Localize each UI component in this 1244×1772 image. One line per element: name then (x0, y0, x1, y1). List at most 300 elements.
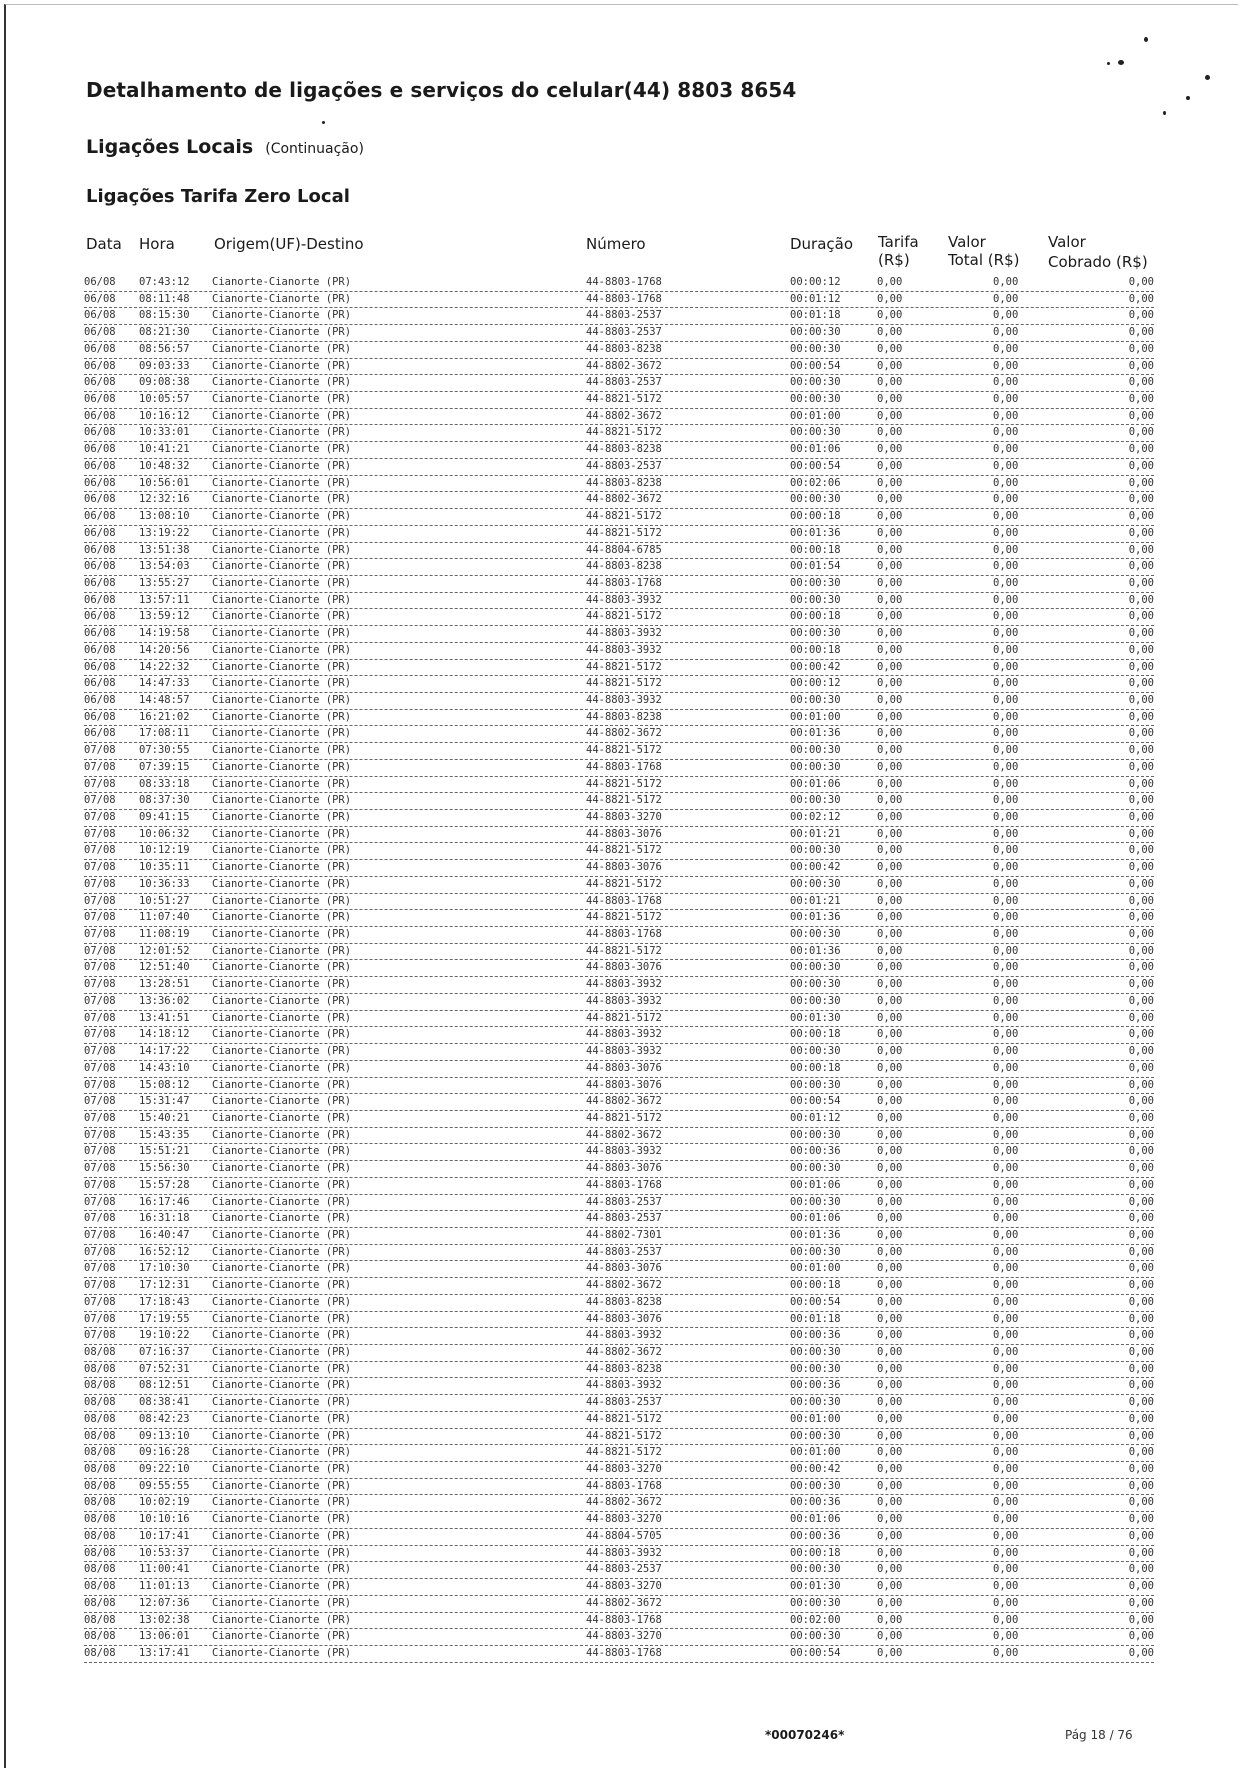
call-tariff: 0,00 (877, 1245, 903, 1258)
table-row (84, 1027, 1154, 1044)
call-tariff: 0,00 (877, 844, 903, 857)
call-duration: 00:00:18 (790, 543, 841, 556)
call-origin-destination: Cianorte-Cianorte (PR) (212, 1228, 352, 1241)
call-number: 44-8821-5172 (586, 677, 662, 690)
call-total-value: 0,00 (993, 1061, 1019, 1074)
call-number: 44-8803-2537 (586, 326, 662, 339)
call-duration: 00:00:30 (790, 326, 841, 339)
call-number: 44-8803-1768 (586, 276, 662, 288)
call-tariff: 0,00 (877, 1546, 903, 1559)
table-row (84, 1345, 1154, 1362)
call-tariff: 0,00 (877, 576, 903, 589)
call-duration: 00:00:54 (790, 1295, 841, 1308)
call-date: 07/08 (84, 1178, 116, 1191)
call-total-value: 0,00 (993, 710, 1019, 723)
call-date: 06/08 (84, 326, 116, 339)
call-time: 13:36:02 (139, 994, 190, 1007)
call-date: 06/08 (84, 426, 116, 439)
column-header-duracao: Duração (790, 235, 854, 253)
call-date: 07/08 (84, 928, 116, 941)
call-duration: 00:00:18 (790, 643, 841, 656)
call-duration: 00:00:30 (790, 1479, 841, 1492)
call-charged-value: 0,00 (1128, 493, 1154, 506)
call-duration: 00:01:06 (790, 1212, 841, 1225)
call-tariff: 0,00 (877, 1429, 903, 1442)
call-origin-destination: Cianorte-Cianorte (PR) (212, 660, 352, 673)
scan-speck (1144, 37, 1148, 42)
call-tariff: 0,00 (877, 1262, 903, 1275)
call-total-value: 0,00 (993, 1479, 1019, 1492)
call-charged-value: 0,00 (1128, 1396, 1154, 1409)
call-charged-value: 0,00 (1128, 543, 1154, 556)
call-duration: 00:00:36 (790, 1145, 841, 1158)
call-number: 44-8803-3932 (586, 978, 662, 991)
call-duration: 00:00:36 (790, 1379, 841, 1392)
call-origin-destination: Cianorte-Cianorte (PR) (212, 1630, 352, 1643)
call-total-value: 0,00 (993, 1346, 1019, 1358)
call-number: 44-8803-3932 (586, 1379, 662, 1392)
call-number: 44-8803-2537 (586, 459, 662, 472)
call-tariff: 0,00 (877, 326, 903, 339)
call-duration: 00:01:21 (790, 894, 841, 907)
call-charged-value: 0,00 (1128, 359, 1154, 372)
call-time: 07:39:15 (139, 760, 190, 773)
call-total-value: 0,00 (993, 510, 1019, 523)
call-time: 11:08:19 (139, 928, 190, 941)
call-total-value: 0,00 (993, 877, 1019, 890)
call-origin-destination: Cianorte-Cianorte (PR) (212, 576, 352, 589)
call-duration: 00:00:30 (790, 493, 841, 506)
call-time: 11:00:41 (139, 1563, 190, 1576)
call-charged-value: 0,00 (1128, 1580, 1154, 1593)
call-origin-destination: Cianorte-Cianorte (PR) (212, 1295, 352, 1308)
call-list (84, 275, 1154, 1663)
call-origin-destination: Cianorte-Cianorte (PR) (212, 409, 352, 422)
call-total-value: 0,00 (993, 610, 1019, 623)
call-time: 14:43:10 (139, 1061, 190, 1074)
call-tariff: 0,00 (877, 376, 903, 389)
call-time: 10:41:21 (139, 443, 190, 456)
call-charged-value: 0,00 (1128, 426, 1154, 439)
call-number: 44-8803-1768 (586, 292, 662, 305)
call-duration: 00:00:30 (790, 1245, 841, 1258)
call-date: 06/08 (84, 459, 116, 472)
call-origin-destination: Cianorte-Cianorte (PR) (212, 911, 352, 924)
call-tariff: 0,00 (877, 1011, 903, 1024)
call-date: 06/08 (84, 677, 116, 690)
table-row (84, 1278, 1154, 1295)
call-duration: 00:00:30 (790, 1195, 841, 1208)
call-charged-value: 0,00 (1128, 944, 1154, 957)
column-header-valor-total (948, 233, 1019, 269)
call-date: 07/08 (84, 894, 116, 907)
call-tariff: 0,00 (877, 643, 903, 656)
call-total-value: 0,00 (993, 426, 1019, 439)
call-tariff: 0,00 (877, 1078, 903, 1091)
call-charged-value: 0,00 (1128, 1128, 1154, 1141)
table-row (84, 1562, 1154, 1579)
column-header-tarifa-line1: Tarifa (878, 233, 919, 251)
call-total-value: 0,00 (993, 727, 1019, 740)
call-number: 44-8802-3672 (586, 1128, 662, 1141)
table-row (84, 359, 1154, 376)
call-charged-value: 0,00 (1128, 443, 1154, 456)
call-number: 44-8803-1768 (586, 760, 662, 773)
call-origin-destination: Cianorte-Cianorte (PR) (212, 292, 352, 305)
call-origin-destination: Cianorte-Cianorte (PR) (212, 1496, 352, 1509)
call-duration: 00:00:36 (790, 1329, 841, 1342)
call-tariff: 0,00 (877, 1346, 903, 1358)
call-number: 44-8803-3076 (586, 1078, 662, 1091)
call-tariff: 0,00 (877, 710, 903, 723)
call-charged-value: 0,00 (1128, 526, 1154, 539)
call-time: 10:53:37 (139, 1546, 190, 1559)
call-time: 07:30:55 (139, 744, 190, 757)
call-origin-destination: Cianorte-Cianorte (PR) (212, 426, 352, 439)
call-date: 07/08 (84, 1145, 116, 1158)
call-total-value: 0,00 (993, 342, 1019, 355)
call-time: 13:06:01 (139, 1630, 190, 1643)
call-origin-destination: Cianorte-Cianorte (PR) (212, 1178, 352, 1191)
call-origin-destination: Cianorte-Cianorte (PR) (212, 1011, 352, 1024)
call-total-value: 0,00 (993, 811, 1019, 823)
call-tariff: 0,00 (877, 660, 903, 673)
call-tariff: 0,00 (877, 510, 903, 523)
table-row (84, 425, 1154, 442)
call-date: 06/08 (84, 627, 116, 640)
call-charged-value: 0,00 (1128, 1028, 1154, 1041)
call-time: 09:08:38 (139, 376, 190, 389)
call-origin-destination: Cianorte-Cianorte (PR) (212, 978, 352, 991)
call-origin-destination: Cianorte-Cianorte (PR) (212, 1028, 352, 1041)
call-tariff: 0,00 (877, 994, 903, 1007)
table-row (84, 1211, 1154, 1228)
table-row (84, 375, 1154, 392)
table-row (84, 660, 1154, 677)
column-header-valor-cobrado (1048, 233, 1148, 271)
call-date: 07/08 (84, 861, 116, 874)
call-duration: 00:01:06 (790, 777, 841, 790)
call-time: 12:32:16 (139, 493, 190, 506)
call-number: 44-8803-2537 (586, 1245, 662, 1258)
call-tariff: 0,00 (877, 309, 903, 322)
call-tariff: 0,00 (877, 894, 903, 907)
call-time: 08:12:51 (139, 1379, 190, 1392)
call-duration: 00:00:42 (790, 1463, 841, 1476)
call-date: 08/08 (84, 1379, 116, 1392)
call-charged-value: 0,00 (1128, 710, 1154, 723)
call-total-value: 0,00 (993, 576, 1019, 589)
call-origin-destination: Cianorte-Cianorte (PR) (212, 276, 352, 288)
table-row (84, 1445, 1154, 1462)
call-number: 44-8804-5705 (586, 1529, 662, 1542)
call-duration: 00:00:30 (790, 426, 841, 439)
call-duration: 00:02:12 (790, 811, 841, 823)
call-tariff: 0,00 (877, 727, 903, 740)
call-time: 17:19:55 (139, 1312, 190, 1325)
call-origin-destination: Cianorte-Cianorte (PR) (212, 961, 352, 974)
call-total-value: 0,00 (993, 1563, 1019, 1576)
call-total-value: 0,00 (993, 1228, 1019, 1241)
call-origin-destination: Cianorte-Cianorte (PR) (212, 760, 352, 773)
call-total-value: 0,00 (993, 292, 1019, 305)
call-total-value: 0,00 (993, 894, 1019, 907)
call-date: 06/08 (84, 409, 116, 422)
table-row (84, 1462, 1154, 1479)
call-tariff: 0,00 (877, 1446, 903, 1459)
call-origin-destination: Cianorte-Cianorte (PR) (212, 944, 352, 957)
table-row (84, 1312, 1154, 1329)
call-charged-value: 0,00 (1128, 928, 1154, 941)
call-date: 08/08 (84, 1646, 116, 1659)
call-number: 44-8803-2537 (586, 309, 662, 322)
table-row (84, 1395, 1154, 1412)
column-header-valor-cobrado-line1: Valor (1048, 233, 1086, 251)
call-number: 44-8803-3076 (586, 827, 662, 840)
table-row (84, 543, 1154, 560)
call-origin-destination: Cianorte-Cianorte (PR) (212, 710, 352, 723)
table-row (84, 609, 1154, 626)
call-time: 15:56:30 (139, 1162, 190, 1175)
call-time: 16:17:46 (139, 1195, 190, 1208)
table-row (84, 442, 1154, 459)
table-row (84, 1495, 1154, 1512)
call-charged-value: 0,00 (1128, 1228, 1154, 1241)
call-total-value: 0,00 (993, 376, 1019, 389)
call-number: 44-8821-5172 (586, 911, 662, 924)
call-charged-value: 0,00 (1128, 1078, 1154, 1091)
call-number: 44-8802-7301 (586, 1228, 662, 1241)
call-date: 06/08 (84, 660, 116, 673)
call-time: 10:16:12 (139, 409, 190, 422)
call-time: 10:51:27 (139, 894, 190, 907)
call-charged-value: 0,00 (1128, 1329, 1154, 1342)
table-row (84, 877, 1154, 894)
call-date: 06/08 (84, 476, 116, 489)
call-total-value: 0,00 (993, 1045, 1019, 1058)
table-row (84, 1546, 1154, 1563)
call-tariff: 0,00 (877, 760, 903, 773)
call-number: 44-8803-3076 (586, 861, 662, 874)
call-duration: 00:01:00 (790, 710, 841, 723)
call-charged-value: 0,00 (1128, 1429, 1154, 1442)
call-charged-value: 0,00 (1128, 627, 1154, 640)
call-charged-value: 0,00 (1128, 643, 1154, 656)
scan-speck (1186, 96, 1190, 100)
call-number: 44-8803-3932 (586, 693, 662, 706)
call-origin-destination: Cianorte-Cianorte (PR) (212, 1128, 352, 1141)
call-date: 06/08 (84, 393, 116, 406)
table-row (84, 1111, 1154, 1128)
call-charged-value: 0,00 (1128, 1496, 1154, 1509)
call-date: 07/08 (84, 827, 116, 840)
call-charged-value: 0,00 (1128, 1045, 1154, 1058)
call-time: 08:42:23 (139, 1412, 190, 1425)
call-tariff: 0,00 (877, 1563, 903, 1576)
call-duration: 00:00:30 (790, 978, 841, 991)
call-tariff: 0,00 (877, 861, 903, 874)
call-duration: 00:01:06 (790, 443, 841, 456)
call-number: 44-8803-8238 (586, 342, 662, 355)
call-time: 10:12:19 (139, 844, 190, 857)
call-tariff: 0,00 (877, 1630, 903, 1643)
call-time: 07:43:12 (139, 276, 190, 288)
call-charged-value: 0,00 (1128, 1479, 1154, 1492)
call-number: 44-8803-3270 (586, 1630, 662, 1643)
call-number: 44-8821-5172 (586, 744, 662, 757)
call-total-value: 0,00 (993, 777, 1019, 790)
call-origin-destination: Cianorte-Cianorte (PR) (212, 1479, 352, 1492)
call-charged-value: 0,00 (1128, 727, 1154, 740)
call-total-value: 0,00 (993, 526, 1019, 539)
call-date: 07/08 (84, 1212, 116, 1225)
call-date: 08/08 (84, 1630, 116, 1643)
call-origin-destination: Cianorte-Cianorte (PR) (212, 526, 352, 539)
call-total-value: 0,00 (993, 1329, 1019, 1342)
call-number: 44-8803-1768 (586, 1479, 662, 1492)
call-time: 13:02:38 (139, 1613, 190, 1626)
call-duration: 00:00:54 (790, 1646, 841, 1659)
call-charged-value: 0,00 (1128, 1563, 1154, 1576)
call-time: 10:36:33 (139, 877, 190, 890)
table-row (84, 1078, 1154, 1095)
table-row (84, 1613, 1154, 1630)
call-time: 14:20:56 (139, 643, 190, 656)
call-date: 06/08 (84, 359, 116, 372)
call-time: 13:19:22 (139, 526, 190, 539)
page-number: Pág 18 / 76 (1065, 1728, 1133, 1742)
call-total-value: 0,00 (993, 409, 1019, 422)
call-date: 08/08 (84, 1362, 116, 1375)
call-number: 44-8802-3672 (586, 409, 662, 422)
call-duration: 00:01:00 (790, 1446, 841, 1459)
call-total-value: 0,00 (993, 1295, 1019, 1308)
table-row (84, 944, 1154, 961)
table-row (84, 894, 1154, 911)
call-date: 07/08 (84, 1011, 116, 1024)
call-date: 08/08 (84, 1496, 116, 1509)
call-charged-value: 0,00 (1128, 1145, 1154, 1158)
call-origin-destination: Cianorte-Cianorte (PR) (212, 1563, 352, 1576)
call-date: 07/08 (84, 1329, 116, 1342)
call-total-value: 0,00 (993, 744, 1019, 757)
call-time: 15:57:28 (139, 1178, 190, 1191)
table-row (84, 1011, 1154, 1028)
call-charged-value: 0,00 (1128, 292, 1154, 305)
call-number: 44-8821-5172 (586, 844, 662, 857)
call-origin-destination: Cianorte-Cianorte (PR) (212, 794, 352, 807)
call-number: 44-8803-3270 (586, 1463, 662, 1476)
call-total-value: 0,00 (993, 944, 1019, 957)
call-charged-value: 0,00 (1128, 760, 1154, 773)
call-time: 07:16:37 (139, 1346, 190, 1358)
call-number: 44-8821-5172 (586, 660, 662, 673)
table-row (84, 910, 1154, 927)
call-charged-value: 0,00 (1128, 409, 1154, 422)
table-row (84, 1195, 1154, 1212)
table-row (84, 576, 1154, 593)
column-header-tarifa-line2: (R$) (878, 251, 910, 269)
table-row (84, 1144, 1154, 1161)
call-charged-value: 0,00 (1128, 1346, 1154, 1358)
call-number: 44-8804-6785 (586, 543, 662, 556)
call-total-value: 0,00 (993, 1463, 1019, 1476)
call-charged-value: 0,00 (1128, 1295, 1154, 1308)
call-duration: 00:00:30 (790, 1045, 841, 1058)
call-charged-value: 0,00 (1128, 593, 1154, 606)
call-number: 44-8821-5172 (586, 426, 662, 439)
call-total-value: 0,00 (993, 994, 1019, 1007)
call-time: 16:40:47 (139, 1228, 190, 1241)
call-time: 13:59:12 (139, 610, 190, 623)
call-charged-value: 0,00 (1128, 1546, 1154, 1559)
call-total-value: 0,00 (993, 393, 1019, 406)
call-date: 07/08 (84, 961, 116, 974)
call-number: 44-8803-2537 (586, 1212, 662, 1225)
call-total-value: 0,00 (993, 1379, 1019, 1392)
call-charged-value: 0,00 (1128, 476, 1154, 489)
call-total-value: 0,00 (993, 1279, 1019, 1292)
call-number: 44-8821-5172 (586, 877, 662, 890)
call-duration: 00:00:30 (790, 961, 841, 974)
call-number: 44-8803-1768 (586, 1178, 662, 1191)
call-origin-destination: Cianorte-Cianorte (PR) (212, 1262, 352, 1275)
call-time: 13:57:11 (139, 593, 190, 606)
call-origin-destination: Cianorte-Cianorte (PR) (212, 693, 352, 706)
call-duration: 00:00:30 (790, 744, 841, 757)
call-date: 07/08 (84, 811, 116, 823)
table-row (84, 1128, 1154, 1145)
call-duration: 00:00:30 (790, 1396, 841, 1409)
call-time: 14:47:33 (139, 677, 190, 690)
call-total-value: 0,00 (993, 1245, 1019, 1258)
call-date: 06/08 (84, 543, 116, 556)
call-charged-value: 0,00 (1128, 1379, 1154, 1392)
call-date: 07/08 (84, 1228, 116, 1241)
call-duration: 00:00:30 (790, 693, 841, 706)
call-charged-value: 0,00 (1128, 1312, 1154, 1325)
call-time: 07:52:31 (139, 1362, 190, 1375)
call-date: 08/08 (84, 1429, 116, 1442)
table-row (84, 726, 1154, 743)
call-tariff: 0,00 (877, 1195, 903, 1208)
call-duration: 00:00:30 (790, 994, 841, 1007)
call-date: 08/08 (84, 1613, 116, 1626)
table-row (84, 676, 1154, 693)
table-row (84, 308, 1154, 325)
call-tariff: 0,00 (877, 1412, 903, 1425)
call-charged-value: 0,00 (1128, 844, 1154, 857)
call-duration: 00:01:12 (790, 292, 841, 305)
call-charged-value: 0,00 (1128, 326, 1154, 339)
call-time: 17:10:30 (139, 1262, 190, 1275)
call-total-value: 0,00 (993, 476, 1019, 489)
call-number: 44-8821-5172 (586, 1011, 662, 1024)
table-row (84, 1579, 1154, 1596)
call-origin-destination: Cianorte-Cianorte (PR) (212, 1346, 352, 1358)
call-duration: 00:01:18 (790, 1312, 841, 1325)
call-number: 44-8803-3932 (586, 994, 662, 1007)
call-charged-value: 0,00 (1128, 1245, 1154, 1258)
call-duration: 00:00:42 (790, 660, 841, 673)
call-time: 15:40:21 (139, 1111, 190, 1124)
call-number: 44-8803-8238 (586, 443, 662, 456)
table-row (84, 392, 1154, 409)
call-total-value: 0,00 (993, 1011, 1019, 1024)
call-total-value: 0,00 (993, 1412, 1019, 1425)
call-date: 08/08 (84, 1546, 116, 1559)
call-total-value: 0,00 (993, 1429, 1019, 1442)
